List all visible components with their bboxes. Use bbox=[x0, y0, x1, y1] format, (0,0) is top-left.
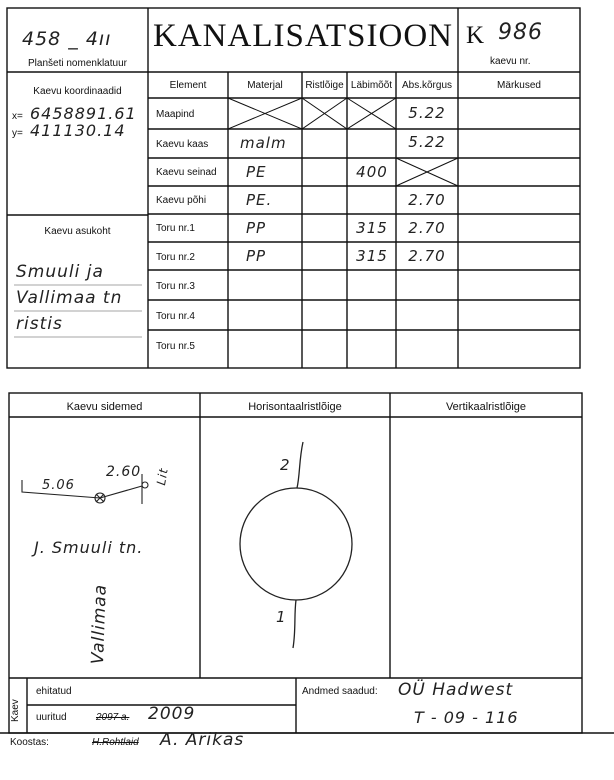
material-value: PE bbox=[246, 163, 267, 181]
coordinates-label: Kaevu koordinaadid bbox=[33, 86, 122, 97]
built-label: ehitatud bbox=[36, 686, 72, 697]
material-value: PP bbox=[246, 247, 267, 265]
diameter-value: 315 bbox=[356, 247, 388, 265]
printed-year: 2097 a. bbox=[96, 712, 130, 723]
location-line-3: ristis bbox=[16, 314, 63, 334]
row-element-label: Maapind bbox=[156, 109, 195, 120]
pipe-label-1: 1 bbox=[276, 608, 287, 626]
row-element-label: Kaevu kaas bbox=[156, 139, 209, 150]
material-value: PP bbox=[246, 219, 267, 237]
height-value: 5.22 bbox=[408, 104, 446, 122]
pipe-label-2: 2 bbox=[280, 456, 291, 474]
location-line-2: Vallimaa tn bbox=[16, 288, 123, 308]
height-value: 5.22 bbox=[408, 133, 446, 151]
distance-label-2: 2.60 bbox=[106, 464, 142, 480]
row-element-label: Toru nr.2 bbox=[156, 252, 195, 263]
horizontal-cross-section bbox=[240, 442, 352, 648]
distance-label-1: 5.06 bbox=[42, 478, 75, 493]
compiled-label: Koostas: bbox=[10, 737, 49, 748]
x-coordinate-value: 6458891.61 bbox=[30, 104, 137, 123]
row-element-label: Toru nr.4 bbox=[156, 311, 195, 322]
author-signature: A. Arikas bbox=[160, 730, 245, 750]
kaev-label: Kaev bbox=[10, 699, 21, 722]
diameter-value: 315 bbox=[356, 219, 388, 237]
street-label-vallimaa: Vallimaa bbox=[88, 583, 111, 665]
data-source-company: OÜ Hadwest bbox=[398, 680, 514, 700]
header-cross-section: Ristlõige bbox=[305, 80, 344, 91]
row-element-label: Toru nr.3 bbox=[156, 281, 195, 292]
x-label: x= bbox=[12, 111, 23, 122]
ties-header: Kaevu sidemed bbox=[66, 401, 143, 413]
height-value: 2.70 bbox=[408, 219, 446, 237]
vertical-section-header: Vertikaalristlõige bbox=[445, 401, 527, 413]
y-label: y= bbox=[12, 128, 23, 139]
well-number-label: kaevu nr. bbox=[490, 56, 531, 67]
material-value: PE. bbox=[246, 191, 273, 209]
height-value: 2.70 bbox=[408, 191, 446, 209]
printed-author: H.Rohtlaid bbox=[92, 737, 139, 748]
well-prefix: K bbox=[466, 22, 485, 49]
horizontal-section-header: Horisontaalristlõige bbox=[248, 401, 342, 413]
header-diameter: Läbimõõt bbox=[350, 80, 393, 91]
header-material: Materjal bbox=[247, 80, 283, 91]
material-value: malm bbox=[240, 134, 287, 152]
survey-year-value: 2009 bbox=[148, 704, 196, 724]
header-abs-height: Abs.kõrgus bbox=[401, 80, 453, 91]
row-element-label: Toru nr.1 bbox=[156, 223, 195, 234]
nomenclature-value: 458 _ 4ıı bbox=[22, 28, 112, 50]
street-label-smuuli: J. Smuuli tn. bbox=[34, 538, 144, 557]
well-number-value: 986 bbox=[498, 20, 543, 45]
header-element: Element bbox=[169, 80, 207, 91]
data-source-reference: T - 09 - 116 bbox=[414, 708, 519, 727]
header-notes: Märkused bbox=[497, 80, 541, 91]
row-element-label: Toru nr.5 bbox=[156, 341, 195, 352]
nomenclature-label: Planšeti nomenklatuur bbox=[28, 58, 127, 69]
page-title: KANALISATSIOON bbox=[153, 18, 453, 54]
location-line-1: Smuuli ja bbox=[16, 262, 104, 282]
row-element-label: Kaevu seinad bbox=[156, 167, 217, 178]
surveyed-label: uuritud bbox=[36, 712, 67, 723]
bottom-form-grid bbox=[0, 380, 614, 780]
row-element-label: Kaevu põhi bbox=[156, 195, 207, 206]
data-from-label: Andmed saadud: bbox=[302, 686, 378, 697]
location-label: Kaevu asukoht bbox=[44, 226, 111, 237]
height-value: 2.70 bbox=[408, 247, 446, 265]
y-coordinate-value: 411130.14 bbox=[30, 121, 126, 140]
lit-label: Lit bbox=[154, 466, 171, 487]
diameter-value: 400 bbox=[356, 163, 388, 181]
